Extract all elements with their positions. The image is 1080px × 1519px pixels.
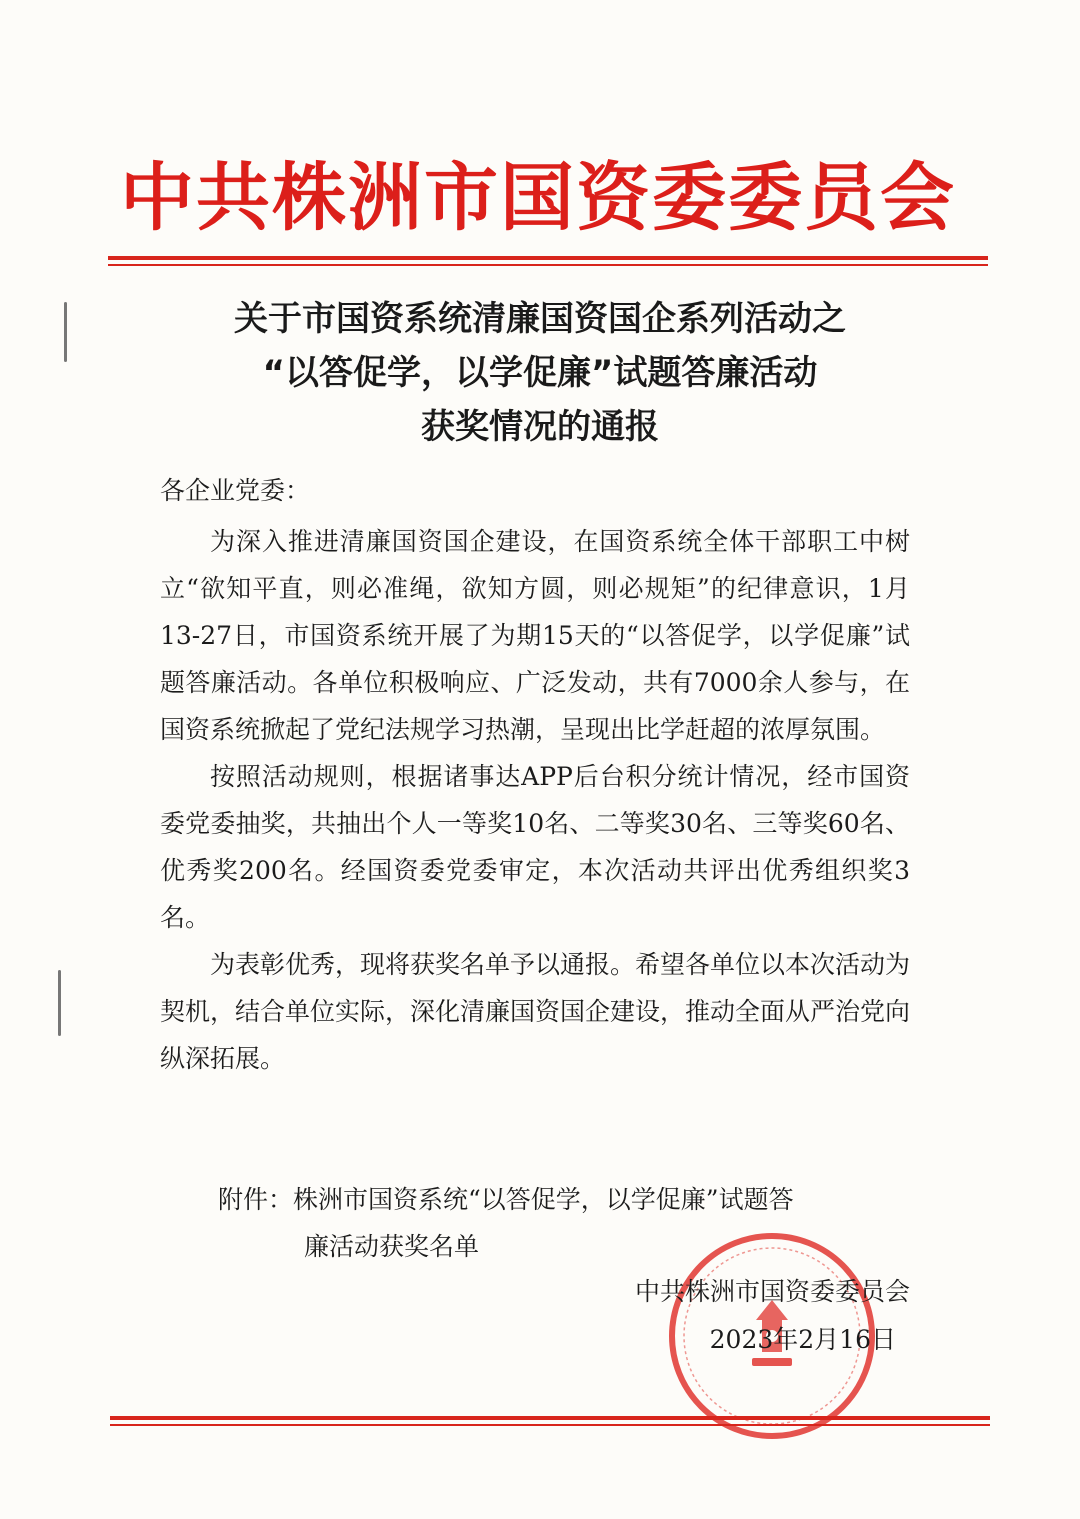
body-paragraph: 为深入推进清廉国资国企建设，在国资系统全体干部职工中树立“欲知平直，则必准绳，欲知方圆，则必规矩”的纪律意识，1月13-27日，市国资系统开展了为期15天的“以答促学，以学促廉”试题答廉活动。各单位积极响应、广泛发动，共有7000余人参与，在国资系统掀起了党纪法规学习热潮，呈现出比学赶超的浓厚氛围。: [160, 527, 910, 744]
document-title-line: “以答促学，以学促廉”试题答廉活动: [262, 353, 818, 393]
footer-rule-thin: [110, 1424, 990, 1426]
attachment-line: 附件：株洲市国资系统“以答促学，以学促廉”试题答: [218, 1185, 794, 1214]
letterhead-title: 中共株洲市国资委委员会: [120, 155, 956, 241]
binding-hole-mark: [64, 302, 67, 362]
binding-hole-mark: [58, 970, 61, 1036]
letterhead-rule-thin: [108, 264, 988, 266]
document-title: [140, 292, 940, 454]
attachment-line: 廉活动获奖名单: [304, 1232, 480, 1261]
document-body: [160, 518, 910, 1082]
letterhead-rule-thick: [108, 256, 988, 260]
signature-organization: 中共株洲市国资委委员会: [634, 1277, 910, 1306]
footer-rule-thick: [110, 1416, 990, 1420]
signature-date: 2023年2月16日: [709, 1325, 896, 1354]
signature-block: [635, 1268, 910, 1364]
document-title-line: 关于市国资系统清廉国资国企系列活动之: [234, 299, 846, 339]
body-paragraph: 按照活动规则，根据诸事达APP后台积分统计情况，经市国资委党委抽奖，共抽出个人一等奖10名、二等奖30名、三等奖60名、优秀奖200名。经国资委党委审定，本次活动共评出优秀组织奖3名。: [160, 762, 910, 932]
salutation: 各企业党委：: [160, 476, 311, 505]
body-paragraph: 为表彰优秀，现将获奖名单予以通报。希望各单位以本次活动为契机，结合单位实际，深化清廉国资国企建设，推动全面从严治党向纵深拓展。: [160, 950, 911, 1073]
document-title-line: 获奖情况的通报: [421, 407, 659, 447]
